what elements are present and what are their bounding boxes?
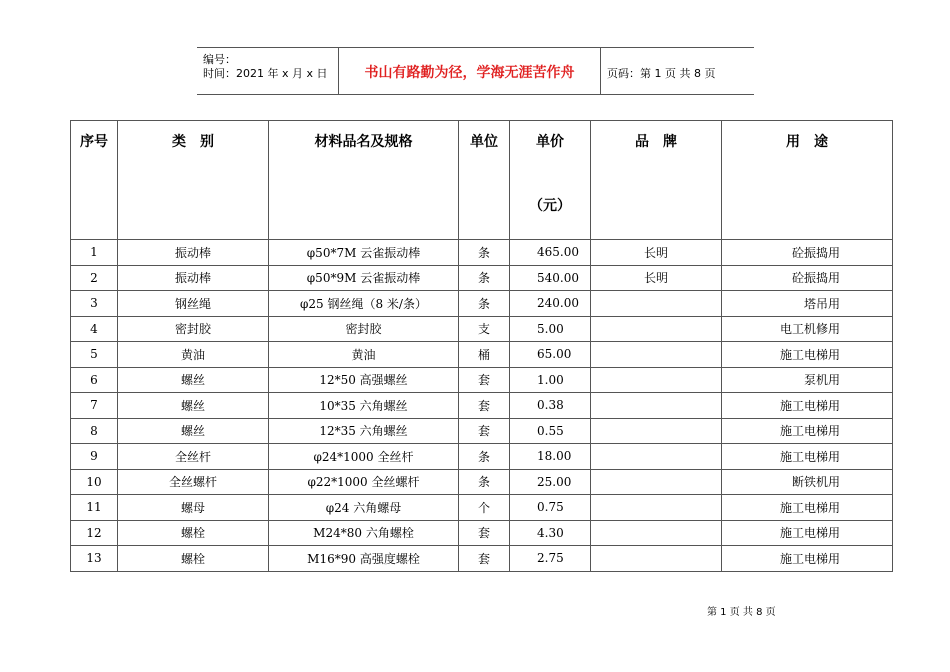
cell-price: 25.00 <box>510 469 591 495</box>
cell-category: 全丝杆 <box>118 444 269 470</box>
cell-use: 砼振捣用 <box>722 240 893 266</box>
cell-seq: 12 <box>71 520 118 546</box>
cell-seq: 9 <box>71 444 118 470</box>
cell-name-spec: M24*80 六角螺栓 <box>269 520 459 546</box>
header-motto: 书山有路勤为径，学海无涯苦作舟 <box>364 65 575 81</box>
header-motto-cell <box>339 48 601 94</box>
materials-price-table <box>70 120 893 572</box>
table-row <box>71 316 893 342</box>
cell-price: 0.75 <box>510 495 591 521</box>
cell-brand <box>591 342 722 368</box>
cell-category: 螺母 <box>118 495 269 521</box>
cell-unit: 套 <box>459 520 510 546</box>
cell-unit: 套 <box>459 546 510 572</box>
header-price-unit: （元） <box>529 198 571 214</box>
cell-price: 540.00 <box>510 265 591 291</box>
cell-seq: 8 <box>71 418 118 444</box>
cell-category: 密封胶 <box>118 316 269 342</box>
cell-unit: 条 <box>459 444 510 470</box>
header-page-cell <box>601 48 754 94</box>
cell-price: 0.55 <box>510 418 591 444</box>
cell-brand <box>591 367 722 393</box>
cell-brand <box>591 495 722 521</box>
cell-category: 螺丝 <box>118 393 269 419</box>
table-row <box>71 469 893 495</box>
cell-brand <box>591 316 722 342</box>
header-page-number: 页码：第 1 页 共 8 页 <box>607 67 716 80</box>
header-price: 单价 （元） <box>510 121 591 240</box>
cell-name-spec: M16*90 高强度螺栓 <box>269 546 459 572</box>
cell-category: 钢丝绳 <box>118 291 269 317</box>
cell-name-spec: 密封胶 <box>269 316 459 342</box>
cell-use: 断铁机用 <box>722 469 893 495</box>
cell-name-spec: φ50*7M 云雀振动棒 <box>269 240 459 266</box>
cell-unit: 条 <box>459 240 510 266</box>
cell-category: 振动棒 <box>118 240 269 266</box>
document-number-label: 编号： <box>203 53 236 66</box>
cell-unit: 支 <box>459 316 510 342</box>
cell-use: 施工电梯用 <box>722 444 893 470</box>
cell-unit: 条 <box>459 469 510 495</box>
cell-seq: 2 <box>71 265 118 291</box>
table-row <box>71 265 893 291</box>
cell-category: 振动棒 <box>118 265 269 291</box>
cell-brand <box>591 418 722 444</box>
cell-use: 施工电梯用 <box>722 393 893 419</box>
cell-seq: 1 <box>71 240 118 266</box>
cell-category: 螺丝 <box>118 367 269 393</box>
cell-brand <box>591 393 722 419</box>
cell-price: 5.00 <box>510 316 591 342</box>
cell-unit: 套 <box>459 367 510 393</box>
cell-seq: 10 <box>71 469 118 495</box>
cell-unit: 套 <box>459 393 510 419</box>
cell-category: 螺栓 <box>118 546 269 572</box>
cell-brand <box>591 546 722 572</box>
header-category: 类 别 <box>118 121 269 240</box>
cell-unit: 桶 <box>459 342 510 368</box>
cell-use: 施工电梯用 <box>722 342 893 368</box>
cell-brand: 长明 <box>591 240 722 266</box>
cell-brand <box>591 291 722 317</box>
header-brand: 品 牌 <box>591 121 722 240</box>
cell-seq: 4 <box>71 316 118 342</box>
cell-brand <box>591 444 722 470</box>
cell-seq: 5 <box>71 342 118 368</box>
cell-use: 施工电梯用 <box>722 546 893 572</box>
cell-use: 电工机修用 <box>722 316 893 342</box>
table-row <box>71 240 893 266</box>
cell-price: 240.00 <box>510 291 591 317</box>
cell-price: 0.38 <box>510 393 591 419</box>
cell-seq: 7 <box>71 393 118 419</box>
cell-name-spec: 黄油 <box>269 342 459 368</box>
cell-category: 螺丝 <box>118 418 269 444</box>
cell-name-spec: φ50*9M 云雀振动棒 <box>269 265 459 291</box>
header-seq: 序号 <box>71 121 118 240</box>
footer-page-number: 第 1 页 共 8 页 <box>707 607 776 618</box>
header-use: 用 途 <box>722 121 893 240</box>
document-time-label: 时间：2021 年 x 月 x 日 <box>203 67 328 80</box>
cell-category: 螺栓 <box>118 520 269 546</box>
cell-use: 施工电梯用 <box>722 495 893 521</box>
table-header-row <box>71 121 893 240</box>
cell-unit: 个 <box>459 495 510 521</box>
cell-name-spec: φ22*1000 全丝螺杆 <box>269 469 459 495</box>
cell-use: 施工电梯用 <box>722 520 893 546</box>
cell-seq: 11 <box>71 495 118 521</box>
cell-seq: 6 <box>71 367 118 393</box>
header-unit: 单位 <box>459 121 510 240</box>
cell-use: 泵机用 <box>722 367 893 393</box>
cell-price: 465.00 <box>510 240 591 266</box>
header-name-spec: 材料品名及规格 <box>269 121 459 240</box>
cell-price: 65.00 <box>510 342 591 368</box>
cell-name-spec: φ24*1000 全丝杆 <box>269 444 459 470</box>
table-row <box>71 342 893 368</box>
table-row <box>71 546 893 572</box>
cell-price: 1.00 <box>510 367 591 393</box>
table-row <box>71 495 893 521</box>
cell-brand <box>591 469 722 495</box>
cell-use: 塔吊用 <box>722 291 893 317</box>
cell-unit: 套 <box>459 418 510 444</box>
cell-category: 全丝螺杆 <box>118 469 269 495</box>
cell-name-spec: φ24 六角螺母 <box>269 495 459 521</box>
cell-brand <box>591 520 722 546</box>
header-meta-cell <box>197 48 339 94</box>
cell-name-spec: 10*35 六角螺丝 <box>269 393 459 419</box>
cell-name-spec: 12*50 高强螺丝 <box>269 367 459 393</box>
table-row <box>71 444 893 470</box>
cell-use: 施工电梯用 <box>722 418 893 444</box>
table-body <box>71 240 893 572</box>
cell-unit: 条 <box>459 265 510 291</box>
table-row <box>71 291 893 317</box>
cell-use: 砼振捣用 <box>722 265 893 291</box>
cell-brand: 长明 <box>591 265 722 291</box>
document-header <box>197 47 754 95</box>
cell-price: 18.00 <box>510 444 591 470</box>
cell-category: 黄油 <box>118 342 269 368</box>
cell-price: 4.30 <box>510 520 591 546</box>
cell-seq: 3 <box>71 291 118 317</box>
table-row <box>71 393 893 419</box>
cell-seq: 13 <box>71 546 118 572</box>
cell-name-spec: φ25 钢丝绳（8 米/条） <box>269 291 459 317</box>
cell-name-spec: 12*35 六角螺丝 <box>269 418 459 444</box>
table-row <box>71 367 893 393</box>
table-row <box>71 418 893 444</box>
cell-price: 2.75 <box>510 546 591 572</box>
cell-unit: 条 <box>459 291 510 317</box>
table-row <box>71 520 893 546</box>
